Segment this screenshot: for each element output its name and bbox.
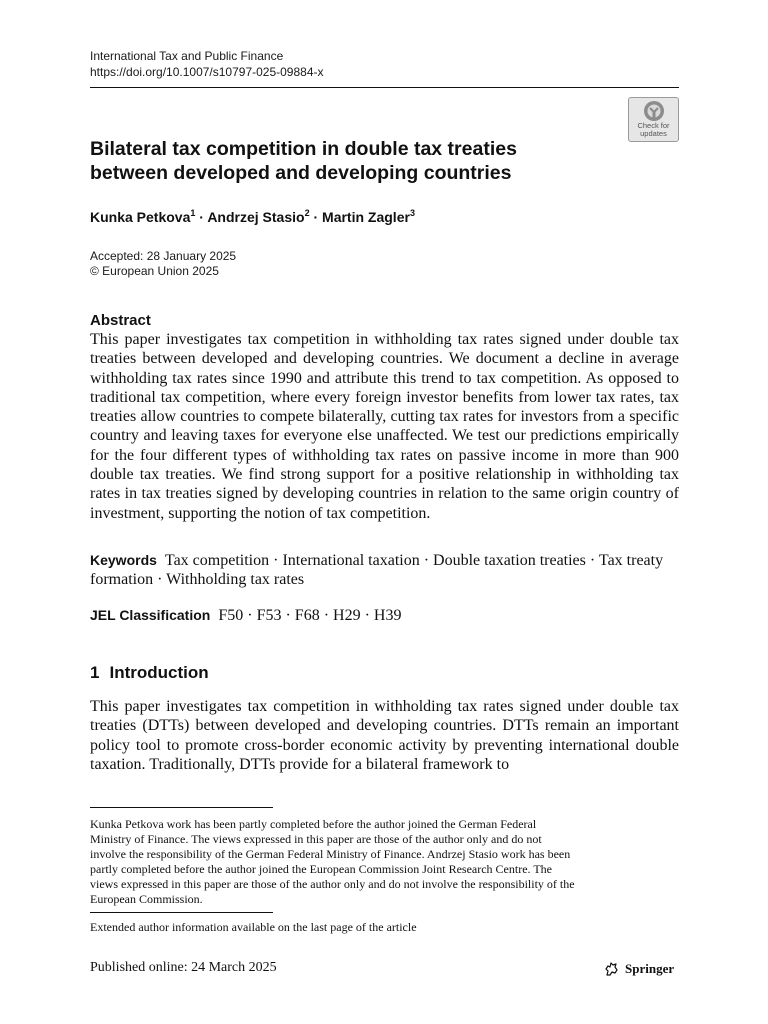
author-name[interactable]: Andrzej Stasio — [207, 209, 305, 225]
accepted-date: Accepted: 28 January 2025 — [90, 249, 237, 263]
jel-classification-line — [90, 606, 679, 625]
footnote-line: European Commission. — [90, 892, 203, 906]
introduction-paragraph: This paper investigates tax competition in withholding tax rates signed under double tax treaties (DTTs) between developed and developing countries. DTTs remain an important policy tool to promote cross-border economic activity by preventing international double taxation. Traditionally, DTTs provide for a bilateral framework to — [90, 698, 679, 773]
springer-horse-icon — [604, 961, 620, 977]
article-dates — [90, 249, 236, 279]
footnote-line: views expressed in this paper are those of the author only and do not involve the responsibility of the — [90, 877, 575, 891]
author-name[interactable]: Martin Zagler — [322, 209, 410, 225]
author-separator: · — [309, 209, 323, 225]
publisher-logo[interactable] — [604, 960, 674, 978]
section-heading-introduction — [90, 662, 209, 684]
badge-label — [629, 122, 678, 138]
keywords-text: Tax competition · International taxation · Double taxation treaties · Tax treaty formation · Withholding tax rates — [90, 552, 664, 589]
footnote — [90, 817, 630, 907]
title-line-1: Bilateral tax competition in double tax treaties — [90, 138, 517, 160]
publisher-name: Springer — [625, 961, 675, 976]
footnote-rule — [90, 912, 273, 913]
footnote-line: Kunka Petkova work has been partly completed before the author joined the German Federal — [90, 817, 537, 831]
jel-label: JEL Classification — [90, 607, 211, 623]
author-separator: · — [195, 209, 208, 225]
title-line-2: between developed and developing countries — [90, 162, 512, 184]
check-for-updates-icon — [643, 100, 665, 122]
keywords-line — [90, 551, 679, 590]
abstract-text: This paper investigates tax competition in withholding tax rates signed under double tax treaties between developed and developing countries. We document a decline in average withholding tax rates since 1990 and attribute this trend to tax competition. As opposed to traditional tax competition, where every foreign investor benefits from lower tax rates, tax treaties allow countries to compete bilaterally, cutting tax rates for investors from a specific country and leaving taxes for everyone else unaffected. We test our predictions empirically for the four different types of withholding tax rates on passive income in more than 900 double tax treaties. We find strong support for a positive relationship in withholding tax rates in tax treaties signed by developing countries in relation to the same origin country of investment, supporting the notion of tax competition. — [90, 331, 679, 522]
author-affiliation-marker: 3 — [409, 208, 415, 218]
keywords-label: Keywords — [90, 552, 157, 568]
abstract-heading: Abstract — [90, 312, 151, 329]
journal-name: International Tax and Public Finance — [90, 49, 284, 63]
section-number: 1 — [90, 663, 100, 682]
footnote-line: involve the responsibility of the German Federal Ministry of Finance. Andrzej Stasio work has been — [90, 847, 571, 861]
doi-link[interactable]: https://doi.org/10.1007/s10797-025-09884-x — [90, 65, 324, 79]
badge-line-1: Check for — [637, 121, 670, 130]
footnote-line: partly completed before the author joined the European Commission Joint Research Centre. The — [90, 862, 552, 876]
header-rule — [90, 87, 679, 88]
author-name[interactable]: Kunka Petkova — [90, 209, 191, 225]
badge-line-2: updates — [640, 129, 667, 138]
section-title: Introduction — [109, 663, 209, 682]
author-affiliation-marker: 2 — [304, 208, 310, 218]
published-online-date: Published online: 24 March 2025 — [90, 960, 277, 975]
copyright-notice: © European Union 2025 — [90, 264, 219, 278]
check-for-updates-badge[interactable] — [628, 97, 679, 142]
journal-header — [90, 48, 324, 80]
paper-title — [90, 137, 610, 185]
author-affiliation-marker: 1 — [190, 208, 196, 218]
footnote-line: Ministry of Finance. The views expressed in this paper are those of the author only and do not — [90, 832, 542, 846]
jel-codes: F50 · F53 · F68 · H29 · H39 — [218, 607, 402, 624]
extended-author-info-note: Extended author information available on the last page of the article — [90, 920, 417, 934]
footnote-rule — [90, 807, 273, 808]
author-list — [90, 207, 415, 227]
